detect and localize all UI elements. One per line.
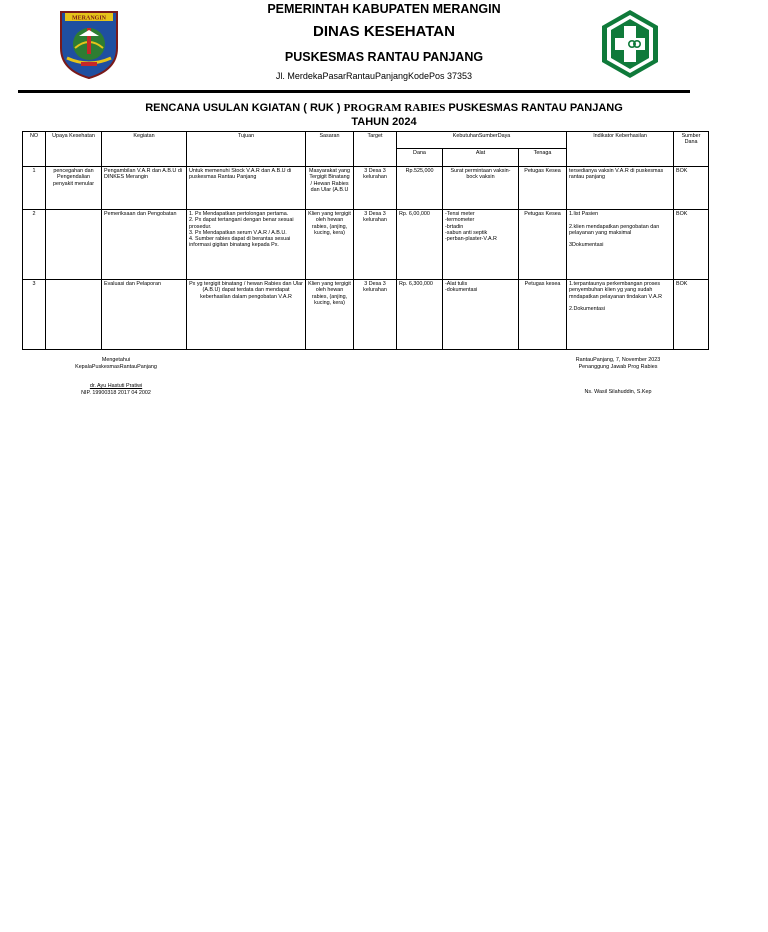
signature-right bbox=[562, 357, 674, 396]
cell-tujuan: Px yg tergigit binatang / hewan Rabies dan Ular (A.B.U) dapat terdata dan mendapat keberhasilan dalam pengobatan V.A.R bbox=[187, 280, 306, 350]
header-department: DINAS KESEHATAN bbox=[313, 23, 455, 40]
puskesmas-logo bbox=[598, 8, 662, 80]
cell-kegiatan: Evaluasi dan Pelaporan bbox=[102, 280, 187, 350]
signature-left-name: dr. Ayu Hastuti Pratiwi bbox=[89, 383, 143, 389]
signature-left-title: KepalaPuskesmasRantauPanjang bbox=[75, 363, 157, 370]
header-tenaga: Tenaga bbox=[519, 149, 567, 167]
cell-tenaga: Petugas kesea bbox=[519, 280, 567, 350]
cell-target: 3 Desa 3 kelurahan bbox=[354, 167, 397, 210]
header-divider bbox=[18, 90, 690, 93]
emblem-text: MERANGIN bbox=[72, 15, 106, 22]
signature-right-name: Ns. Wasil Silahuddin, S.Kep bbox=[584, 389, 652, 395]
cell-dana: Rp. 6,00,000 bbox=[397, 210, 443, 280]
signature-right-title: Penanggung Jawab Prog Rabies bbox=[578, 363, 658, 370]
cell-tujuan: Untuk memenuhi Stock V.A.R dan A.B.U di puskesmas Rantau Panjang bbox=[187, 167, 306, 210]
header-tujuan: Tujuan bbox=[187, 132, 306, 167]
cell-indikator: tersedianya vaksin V.A.R di puskesmas rantau panjang bbox=[567, 167, 674, 210]
cell-kegiatan: Pemeriksaan dan Pengobatan bbox=[102, 210, 187, 280]
header-government: PEMERINTAH KABUPATEN MERANGIN bbox=[267, 2, 501, 16]
header-alat: Alat bbox=[443, 149, 519, 167]
cell-target: 3 Desa 3 kelurahan bbox=[354, 210, 397, 280]
header-dana: Dana bbox=[397, 149, 443, 167]
merangin-emblem-logo bbox=[57, 8, 121, 80]
document-title: RENCANA USULAN KGIATAN ( RUK ) PROGRAM RABIES PUSKESMAS RANTAU PANJANG bbox=[145, 102, 623, 114]
header-kegiatan: Kegiatan bbox=[102, 132, 187, 167]
header-address: Jl. MerdekaPasarRantauPanjangKodePos 37353 bbox=[275, 71, 473, 81]
ruk-table bbox=[22, 131, 709, 350]
table-row bbox=[23, 280, 709, 350]
cell-alat: -Tensi meter -termometer -brtadin -sabun anti septik -perban-plaster-V.A.R bbox=[443, 210, 519, 280]
cell-sasaran: Masyarakat yang Tergigit Binatang / Hewan Rabies dan Ular (A.B.U bbox=[306, 167, 354, 210]
header-kebutuhan: KebutuhanSumberDaya bbox=[397, 132, 567, 149]
header-target: Target bbox=[354, 132, 397, 167]
cell-alat: Surat permintaan vaksin- bock vaksin bbox=[443, 167, 519, 210]
cell-indikator: 1.terpantaunya perkembangan proses penyembuhan klien yg yang sudah mndapatkan pelayanan tindakan V.A.R 2.Dokumentasi bbox=[567, 280, 674, 350]
signature-right-date: RantauPanjang, 7, November 2023 bbox=[575, 357, 661, 363]
program-name: PROGRAM RABIES bbox=[343, 102, 446, 114]
cell-sasaran: Klien yang tergigit oleh hewan rabies, (anjing, kucing, kera) bbox=[306, 210, 354, 280]
header-sumber: Sumber Dana bbox=[674, 132, 709, 167]
cell-tujuan: 1. Px Mendapatkan pertolongan pertama. 2. Px dapat tertangani dengan benar sesuai prosedur. 3. Px Mendapatkan serum V.A.R / A.B.U. 4. Sumber rabies dapat di berantas sesuai informasi gigitan binatang kepada Px. bbox=[187, 210, 306, 280]
cell-sasaran: Klien yang tergigit oleh hewan rabies, (anjing, kucing, kera) bbox=[306, 280, 354, 350]
cell-no: 2 bbox=[23, 210, 46, 280]
cell-no: 1 bbox=[23, 167, 46, 210]
cell-sumber: BOK bbox=[674, 280, 709, 350]
table-row bbox=[23, 167, 709, 210]
signature-left-label: Mengetahui bbox=[101, 357, 131, 363]
cell-dana: Rp. 6,300,000 bbox=[397, 280, 443, 350]
signature-left-nip: NIP. 19900318 2017 04 2002 bbox=[81, 389, 151, 396]
cell-target: 3 Desa 3 kelurahan bbox=[354, 280, 397, 350]
header-indikator: Indikator Keberhasilan bbox=[567, 132, 674, 167]
cell-tenaga: Petugas Kesea bbox=[519, 210, 567, 280]
cell-indikator: 1.list Pasien 2.klien mendapatkan pengobatan dan pelayanan yang maksimal 3Dokumentasi bbox=[567, 210, 674, 280]
cell-sumber: BOK bbox=[674, 210, 709, 280]
cell-alat: -Alat tulis -dokumentasi bbox=[443, 280, 519, 350]
header-sasaran: Sasaran bbox=[306, 132, 354, 167]
signature-left bbox=[60, 357, 172, 396]
cell-upaya bbox=[46, 280, 102, 350]
cell-dana: Rp.525,000 bbox=[397, 167, 443, 210]
cell-upaya bbox=[46, 210, 102, 280]
document-year: TAHUN 2024 bbox=[351, 116, 417, 128]
cell-kegiatan: Pengambilan V.A.R dan A.B.U di DINKES Merangin bbox=[102, 167, 187, 210]
cell-no: 3 bbox=[23, 280, 46, 350]
header-upaya: Upaya Kesehatan bbox=[46, 132, 102, 167]
cell-upaya: pencegahan dan Pengendalian penyakit menular bbox=[46, 167, 102, 210]
header-puskesmas: PUSKESMAS RANTAU PANJANG bbox=[284, 50, 484, 64]
table-row bbox=[23, 210, 709, 280]
header-no: NO bbox=[23, 132, 46, 167]
cell-tenaga: Petugas Kesea bbox=[519, 167, 567, 210]
cell-sumber: BOK bbox=[674, 167, 709, 210]
